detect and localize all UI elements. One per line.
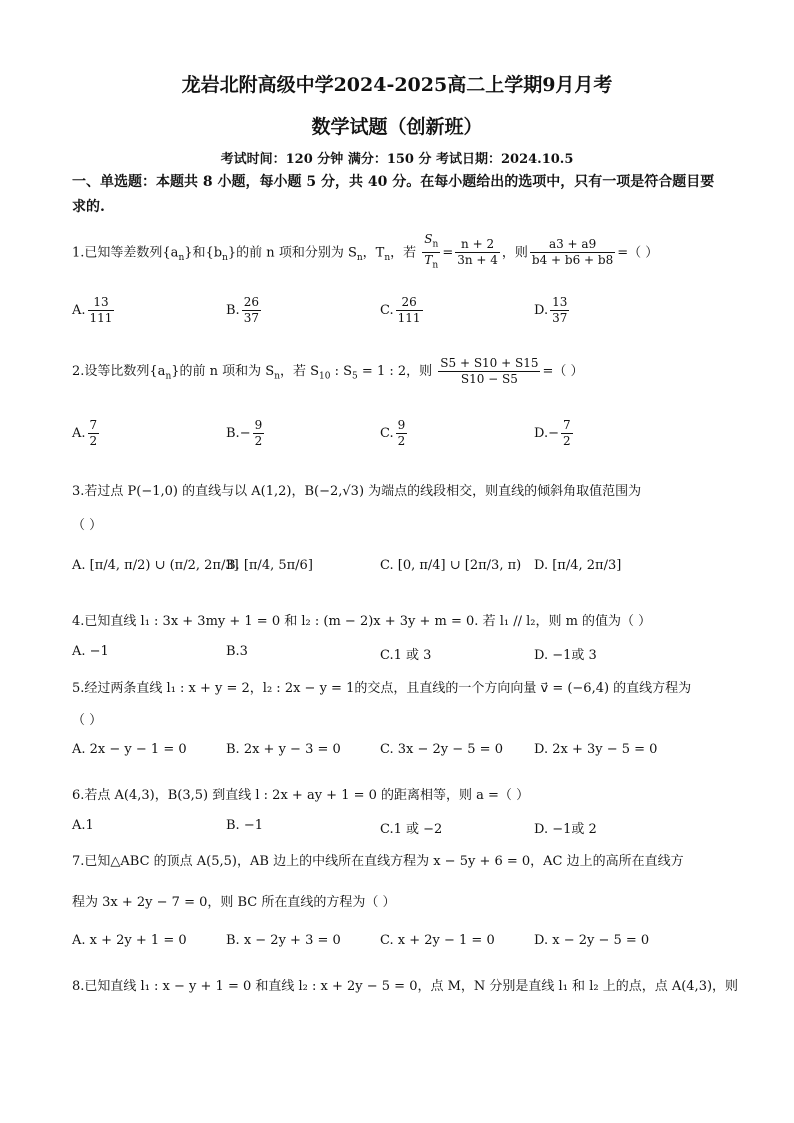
- q1-target-fraction: $\frac{a3 + a9}{b4 + b6 + b8}$: [531, 237, 614, 268]
- q1-text: 1.已知等差数列{a: [72, 245, 179, 261]
- question-7-line-2: 程为 3x + 2y − 7 = 0，则 BC 所在直线的方程为（ ）: [72, 895, 396, 910]
- q3-option-c: C. [0, π/4] ∪ [2π/3, π): [380, 558, 522, 573]
- q2-option-a: A. $\frac{7}{2}$: [72, 418, 98, 448]
- q2-option-c: C. $\frac{9}{2}$: [380, 418, 406, 448]
- q1-option-a: A. $\frac{13}{111}$: [72, 295, 113, 325]
- q4-option-a: A. −1: [72, 644, 109, 659]
- q1-rhs-fraction: $\frac{n + 2}{3n + 4}$: [457, 237, 498, 268]
- q1-text: ，则: [501, 245, 528, 261]
- q4-option-d: D. −1或 3: [534, 648, 597, 663]
- q7-option-c: C. x + 2y − 1 = 0: [380, 933, 495, 948]
- q2-option-d: D.− $\frac{7}{2}$: [534, 418, 571, 448]
- question-8-line-1: 8.已知直线 l₁ : x − y + 1 = 0 和直线 l₂ : x + 2y − 5 = 0，点 M，N 分别是直线 l₁ 和 l₂ 上的点，点 A(4,3)，则: [72, 979, 739, 994]
- q1-option-b: B. $\frac{26}{37}$: [226, 295, 259, 325]
- q7-option-d: D. x − 2y − 5 = 0: [534, 933, 650, 948]
- q6-option-c: C.1 或 −2: [380, 822, 443, 837]
- question-5-line-1: 5.经过两条直线 l₁ : x + y = 2，l₂ : 2x − y = 1的交点，且直线的一个方向向量 v⃗ = (−6,4) 的直线方程为: [72, 681, 692, 696]
- q1-text: }的前 n 项和分别为 S: [227, 245, 357, 261]
- q5-option-d: D. 2x + 3y − 5 = 0: [534, 742, 658, 757]
- exam-title: 龙岩北附高级中学2024-2025高二上学期9月月考: [181, 74, 613, 96]
- question-7-line-1: 7.已知△ABC 的顶点 A(5,5)，AB 边上的中线所在直线方程为 x − 5y + 6 = 0，AC 边上的高所在直线方: [72, 854, 684, 869]
- q6-option-a: A.1: [72, 818, 94, 833]
- question-3-line-2: （ ）: [72, 518, 103, 533]
- q2-option-b: B.− $\frac{9}{2}$: [226, 418, 263, 448]
- q3-option-d: D. [π/4, 2π/3]: [534, 558, 622, 573]
- q5-option-b: B. 2x + y − 3 = 0: [226, 742, 341, 757]
- q4-option-b: B.3: [226, 644, 248, 659]
- q1-option-d: D. $\frac{13}{37}$: [534, 295, 568, 325]
- q5-option-a: A. 2x − y − 1 = 0: [72, 742, 187, 757]
- q1-text: }和{b: [184, 245, 223, 261]
- question-3-line-1: 3.若过点 P(−1,0) 的直线与以 A(1,2)，B(−2,√3) 为端点的线段相交，则直线的倾斜角取值范围为: [72, 484, 642, 499]
- q6-option-b: B. −1: [226, 818, 263, 833]
- q7-option-b: B. x − 2y + 3 = 0: [226, 933, 341, 948]
- q1-text: ，T: [362, 245, 385, 261]
- exam-subtitle: 数学试题（创新班）: [311, 116, 483, 138]
- q3-option-b: B. [π/4, 5π/6]: [226, 558, 313, 573]
- q6-option-d: D. −1或 2: [534, 822, 597, 837]
- q1-option-c: C. $\frac{26}{111}$: [380, 295, 421, 325]
- q1-ratio-fraction: $\frac{S_n}{T_n}$: [424, 232, 439, 271]
- section-1-heading: 一、单选题：本题共 8 小题，每小题 5 分，共 40 分。在每小题给出的选项中，只有一项是符合题目要求的.: [72, 174, 715, 215]
- q7-option-a: A. x + 2y + 1 = 0: [72, 933, 187, 948]
- q1-text: =: [442, 245, 454, 261]
- question-2: 2.设等比数列$\{a_n\}$的前 n 项和为 $S_n$，若 $S_{10}$ : $S_5 = 1$ : 2，则 $\frac{S5 + S10 + S15}{S10 - S5}$ =（ ）: [72, 356, 584, 386]
- q2-fraction: $\frac{S5 + S10 + S15}{S10 - S5}$: [440, 356, 539, 386]
- q1-text: =（ ）: [617, 245, 659, 261]
- question-4: 4.已知直线 l₁ : 3x + 3my + 1 = 0 和 l₂ : (m − 2)x + 3y + m = 0. 若 l₁ // l₂，则 m 的值为（ ）: [72, 614, 652, 629]
- question-5-line-2: （ ）: [72, 713, 103, 728]
- question-6: 6.若点 A(4,3)，B(3,5) 到直线 l : 2x + ay + 1 = 0 的距离相等，则 a =（ ）: [72, 788, 530, 803]
- q5-option-c: C. 3x − 2y − 5 = 0: [380, 742, 503, 757]
- q1-text: ，若: [390, 245, 417, 261]
- q3-option-a: A. [π/4, π/2) ∪ (π/2, 2π/3]: [72, 558, 239, 573]
- q4-option-c: C.1 或 3: [380, 648, 432, 663]
- exam-meta: 考试时间：120 分钟 满分：150 分 考试日期：2024.10.5: [220, 152, 574, 167]
- question-1: 1.已知等差数列$\{a_n\}$和$\{b_n\}$的前 n 项和分别为 $S_n$，$T_n$，若 $\frac{S_n}{T_n}$ = $\frac{n + 2}{3n + 4}$ ，则 $\frac{a3 + a9}{b4 + b6 + b8}$ =（ ）: [72, 232, 658, 274]
